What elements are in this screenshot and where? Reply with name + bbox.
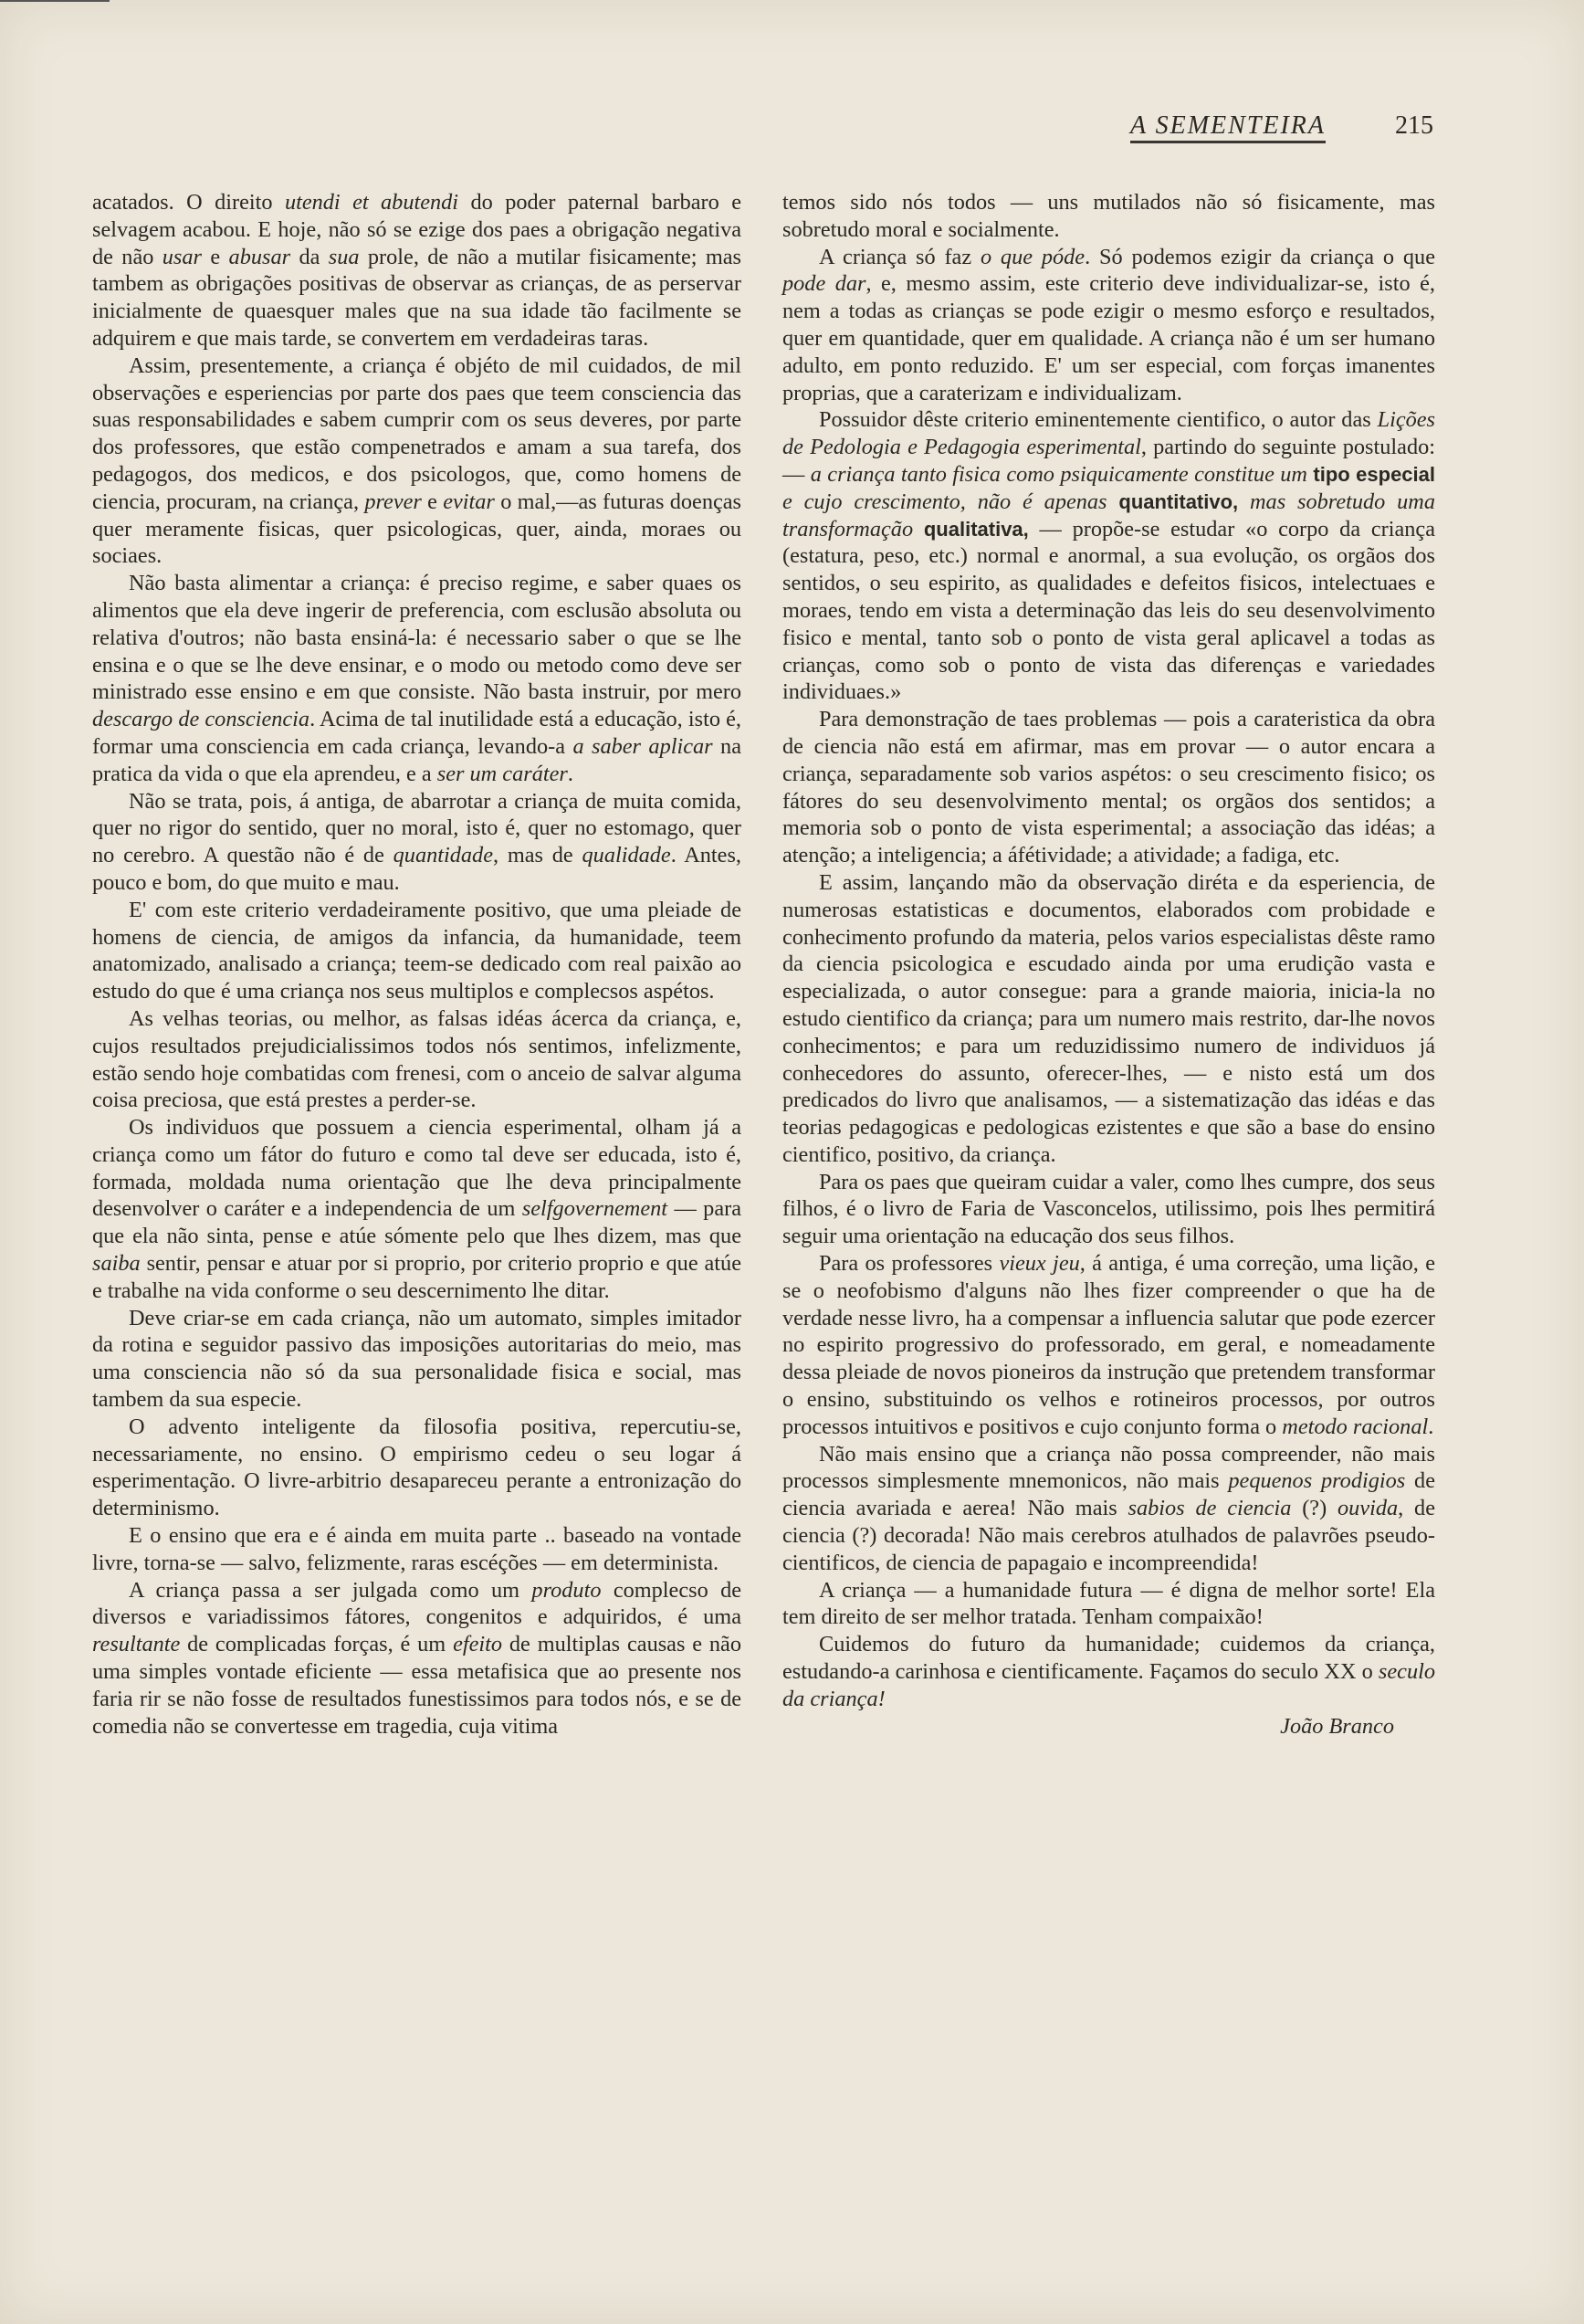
paragraph: A criança — a humanidade futura — é digna de melhor sorte! Ela tem direito de ser melhor tratada. Tenham compaixão! [782,1577,1435,1630]
paragraph: Assim, presentemente, a criança é objéto de mil cuidados, de mil observações e esperiencias por parte dos paes que teem consciencia das suas responsabilidades e sabem cumprir com os seus deveres, por parte dos professores, que estão compenetrados e amam a sua tarefa, dos pedagogos, dos medicos, e dos psicologos, que, como homens de ciencia, procuram, na criança, prever e evitar o mal,—as futuras doenças quer meramente fisicas, quer psicologicas, quer, ainda, moraes ou sociaes. [92,352,741,569]
paragraph: Para demonstração de taes problemas — pois a carateristica da obra de ciencia não está em afirmar, mas em provar — o autor encara a criança, separadamente sob varios aspétos: o seu crescimento fisico; os fátores do seu desenvolvimento mental; os orgãos dos sentidos; a memoria sob o ponto de vista esperimental; a associação das idéas; a atenção; a inteligencia; a áfétividade; a atividade; a fadiga, etc. [782,707,1435,868]
journal-title: A SEMENTEIRA [1130,111,1326,143]
paragraph: Cuidemos do futuro da humanidade; cuidemos da criança, estudando-a carinhosa e cientificamente. Façamos do seculo XX o seculo da criança! [782,1632,1435,1711]
paragraph: Possuidor dêste criterio eminentemente cientifico, o autor das Lições de Pedologia e Pedagogia esperimental, partindo do seguinte postulado: — a criança tanto fisica como psiquicamente constitue um tipo especial e cujo crescimento, não é apenas quantitativo, mas sobretudo uma transformação qualitativa, — propõe-se estudar «o corpo da criança (estatura, peso, etc.) normal e anormal, a sua evolução, os orgãos dos sentidos, o seu espirito, as qualidades e defeitos fisicos, intelectuaes e moraes, tendo em vista a determinação das leis do seu desenvolvimento fisico e mental, tanto sob o ponto de vista geral aplicavel a todas as crianças, como sob o ponto de vista das diferenças e variedades individuaes.» [782,407,1435,705]
left-text-column [92,189,741,1740]
paragraph: E' com este criterio verdadeiramente positivo, que uma pleiade de homens de ciencia, de amigos da infancia, da humanidade, teem anatomizado, analisado a criança; teem-se dedicado com real paixão ao estudo do que é uma criança nos seus multiplos e complecsos aspétos. [92,897,741,1004]
paragraph: As velhas teorias, ou melhor, as falsas idéas ácerca da criança, e, cujos resultados prejudicialissimos todos nós sentimos, infelizmente, estão sendo hoje combatidas com frenesi, com o anceio de salvar alguma coisa preciosa, que está prestes a perder-se. [92,1005,741,1113]
right-text-column [782,189,1435,1740]
paragraph: Não basta alimentar a criança: é preciso regime, e saber quaes os alimentos que ela deve ingerir de preferencia, com esclusão absoluta ou relativa d'outros; não basta ensiná-la: é necessario saber o que se lhe ensina e o que se lhe deve ensinar, e o modo ou metodo como deve ser ministrado esse ensino e em que consiste. Não basta instruir, por mero descargo de consciencia. Acima de tal inutilidade está a educação, isto é, formar uma consciencia em cada criança, levando-a a saber aplicar na pratica da vida o que ela aprendeu, e a ser um caráter. [92,571,741,786]
paragraph: E o ensino que era e é ainda em muita parte .. baseado na vontade livre, torna-se — salvo, felizmente, raras escéções — em determinista. [92,1523,741,1575]
paragraph: Para os paes que queiram cuidar a valer, como lhes cumpre, dos seus filhos, é o livro de Faria de Vasconcelos, utilissimo, pois lhes permitirá seguir uma orientação na educação dos seus filhos. [782,1169,1435,1249]
paragraph: O advento inteligente da filosofia positiva, repercutiu-se, necessariamente, no ensino. O empirismo cedeu o seu logar á esperimentação. O livre-arbitrio desapareceu perante a entronização do determinismo. [92,1414,741,1521]
page-number: 215 [1395,111,1433,140]
paragraph: Não se trata, pois, á antiga, de abarrotar a criança de muita comida, quer no rigor do sentido, quer no moral, isto é, quer no estomago, quer no cerebro. A questão não é de quantidade, mas de qualidade. Antes, pouco e bom, do que muito e mau. [92,788,741,895]
running-header [1123,108,1433,144]
paragraph: Não mais ensino que a criança não possa compreender, não mais processos simplesmente mnemonicos, não mais pequenos prodigios de ciencia avariada e aerea! Não mais sabios de ciencia (?) ouvida, de ciencia (?) decorada! Não mais cerebros atulhados de palavrões pseudo-cientificos, de ciencia de papagaio e incompreendida! [782,1441,1435,1575]
paragraph: E assim, lançando mão da observação diréta e da esperiencia, de numerosas estatisticas e documentos, elaborados com probidade e conhecimento profundo da materia, pelos varios especialistas dêste ramo da ciencia psicologica e escudado ainda por uma erudição vasta e especializada, o autor consegue: para a grande maioria, inicia-la no estudo cientifico da criança; para um numero mais restrito, dar-lhe novos conhecimentos; e para um reduzidissimo numero de individuos já conhecedores do assunto, oferecer-lhes, — e nisto está um dos predicados do livro que analisamos, — a sistematização das idéas e das teorias pedagogicas e pedologicas ezistentes e que são a base do ensino cientifico, positivo, da criança. [782,869,1435,1167]
paragraph: temos sido nós todos — uns mutilados não só fisicamente, mas sobretudo moral e socialmente. [782,190,1435,242]
paragraph: A criança só faz o que póde. Só podemos ezigir da criança o que pode dar, e, mesmo assim, este criterio deve individualizar-se, isto é, nem a todas as crianças se pode ezigir o mesmo esforço e resultados, quer em quantidade, quer em qualidade. A criança não é um ser humano adulto, em ponto reduzido. E' um ser especial, com forças imanentes proprias, que a caraterizam e individualizam. [782,244,1435,405]
top-edge-rule [0,0,110,2]
author-signature: João Branco [1280,1713,1394,1739]
paragraph: acatados. O direito utendi et abutendi do poder paternal barbaro e selvagem acabou. E hoje, não só se ezige dos paes a obrigação negativa de não usar e abusar da sua prole, de não a mutilar fisicamente; mas tambem as obrigações positivas de observar as crianças, de as perservar inicialmente de quaesquer males que na sua idade tão facilmente se adquirem e que mais tarde, se convertem em verdadeiras taras. [92,190,741,351]
paragraph: Deve criar-se em cada criança, não um automato, simples imitador da rotina e seguidor passivo das imposições autoritarias do meio, mas uma consciencia não só da sua personalidade fisica e social, mas tambem da sua especie. [92,1305,741,1413]
paragraph: A criança passa a ser julgada como um produto complecso de diversos e variadissimos fátores, congenitos e adquiridos, é uma resultante de complicadas forças, é um efeito de multiplas causas e não uma simples vontade eficiente — essa metafisica que ao presente nos faria rir se não fosse de resultados funestissimos para todos nós, e se de comedia não se convertesse em tragedia, cuja vitima [92,1577,742,1739]
paragraph: Os individuos que possuem a ciencia esperimental, olham já a criança como um fátor do futuro e como tal deve ser educada, isto é, formada, moldada numa orientação que lhe deva principalmente desenvolver o caráter e a independencia de um selfgovernement — para que ela não sinta, pense e atúe sómente pelo que lhes dizem, mas que saiba sentir, pensar e atuar por si proprio, por criterio proprio e que atúe e trabalhe na vida conforme o seu descernimento lhe ditar. [92,1115,741,1303]
paragraph: Para os professores vieux jeu, á antiga, é uma correção, uma lição, e se o neofobismo d'alguns não lhes fizer compreender o que ha de verdade nesse livro, ha a compensar a influencia salutar que pode ezercer no espirito progressivo do professorado, em geral, e nomeadamente dessa pleiade de novos pioneiros da instrução que pretendem transformar o ensino, substituindo os velhos e rotineiros processos, por outros processos intuitivos e positivos e cujo conjunto forma o metodo racional. [782,1251,1436,1439]
